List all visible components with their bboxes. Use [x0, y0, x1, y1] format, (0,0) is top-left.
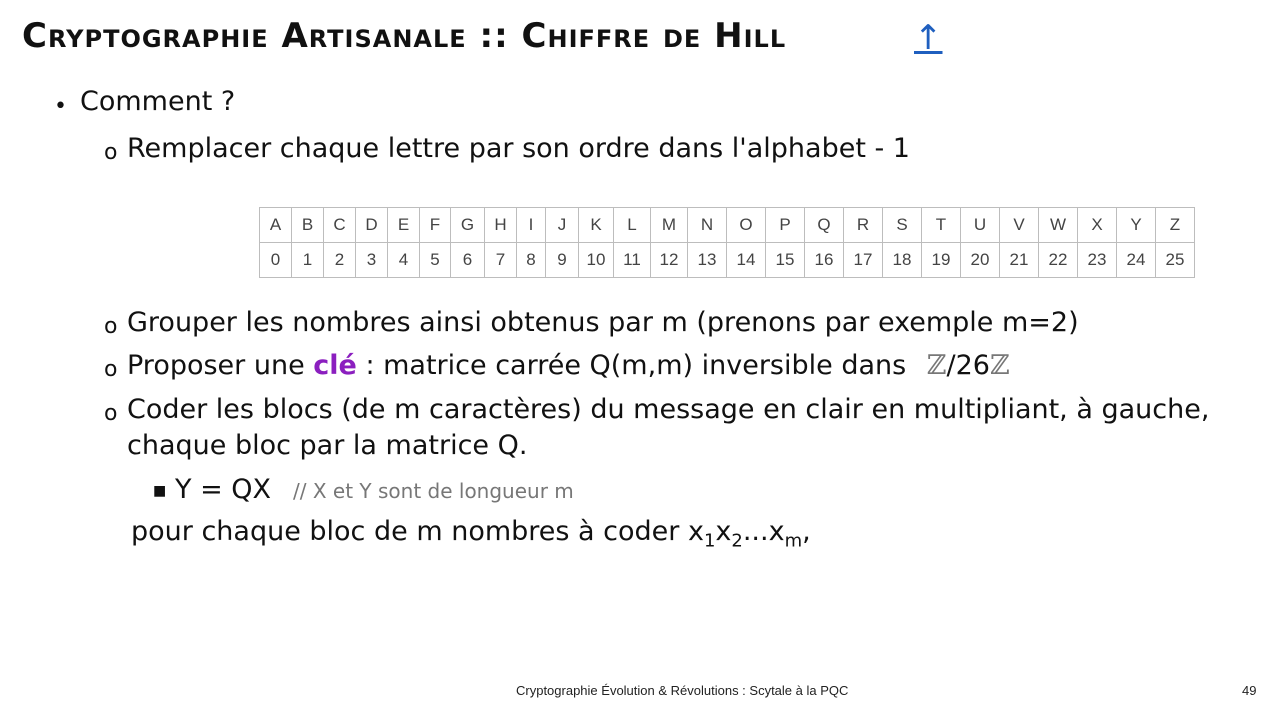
key-suffix: : matrice carrée Q(m,m) inversible dans — [356, 350, 915, 381]
number-cell: 12 — [651, 243, 688, 278]
letter-cell: E — [388, 208, 420, 243]
letter-cell: J — [546, 208, 579, 243]
sub-bullet-replace: Remplacer chaque lettre par son ordre dans l'alphabet - 1 — [127, 133, 910, 164]
letter-cell: Z — [1156, 208, 1195, 243]
letter-cell: B — [292, 208, 324, 243]
square-bullet: ■ — [153, 483, 167, 499]
x2: x — [715, 516, 732, 547]
subscript-2: 2 — [731, 530, 743, 552]
key-prefix: Proposer une — [127, 350, 314, 381]
sub-bullet-group: Grouper les nombres ainsi obtenus par m (prenons par exemple m=2) — [127, 307, 1079, 338]
number-cell: 23 — [1078, 243, 1117, 278]
integers-symbol: ℤ — [926, 350, 947, 381]
slide-title: Cryptographie Artisanale :: Chiffre de Hill — [22, 16, 787, 56]
number-cell: 10 — [579, 243, 614, 278]
o-bullet: o — [104, 314, 118, 339]
number-cell: 16 — [805, 243, 844, 278]
number-cell: 15 — [766, 243, 805, 278]
alphabet-table — [259, 207, 1195, 278]
number-cell: 1 — [292, 243, 324, 278]
letters-row — [260, 208, 1195, 243]
comma: , — [802, 516, 811, 547]
o-bullet: o — [104, 401, 118, 426]
number-cell: 25 — [1156, 243, 1195, 278]
letter-cell: U — [961, 208, 1000, 243]
block-encode-line — [131, 516, 811, 551]
block-text: pour chaque bloc de m nombres à coder x — [131, 516, 704, 547]
o-bullet: o — [104, 357, 118, 382]
dots: ...x — [742, 516, 785, 547]
sub-bullet-encode-line1: Coder les blocs (de m caractères) du message en clair en multipliant, à gauche, — [127, 394, 1210, 425]
letter-cell: L — [614, 208, 651, 243]
letter-cell: R — [844, 208, 883, 243]
letter-cell: Q — [805, 208, 844, 243]
formula-line — [175, 474, 574, 505]
number-cell: 5 — [420, 243, 451, 278]
letter-cell: F — [420, 208, 451, 243]
subscript-m: m — [784, 530, 803, 552]
letter-cell: C — [324, 208, 356, 243]
letter-cell: K — [579, 208, 614, 243]
up-arrow-icon[interactable]: ↑ — [914, 18, 943, 58]
number-cell: 18 — [883, 243, 922, 278]
number-cell: 17 — [844, 243, 883, 278]
number-cell: 20 — [961, 243, 1000, 278]
number-cell: 22 — [1039, 243, 1078, 278]
sub-bullet-encode-line2: chaque bloc par la matrice Q. — [127, 430, 528, 461]
number-cell: 8 — [517, 243, 546, 278]
letter-cell: W — [1039, 208, 1078, 243]
formula: Y = QX — [175, 474, 272, 505]
integers-symbol: ℤ — [989, 350, 1010, 381]
letter-cell: Y — [1117, 208, 1156, 243]
letter-cell: N — [688, 208, 727, 243]
letter-cell: P — [766, 208, 805, 243]
modulus-text: /26 — [946, 350, 990, 381]
letter-cell: I — [517, 208, 546, 243]
number-cell: 24 — [1117, 243, 1156, 278]
number-cell: 2 — [324, 243, 356, 278]
number-cell: 13 — [688, 243, 727, 278]
number-cell: 0 — [260, 243, 292, 278]
bullet-dot: • — [54, 94, 67, 119]
number-cell: 21 — [1000, 243, 1039, 278]
page-number: 49 — [1242, 683, 1257, 698]
key-word: clé — [313, 350, 357, 381]
letter-cell: H — [485, 208, 517, 243]
letter-cell: M — [651, 208, 688, 243]
number-cell: 9 — [546, 243, 579, 278]
numbers-row — [260, 243, 1195, 278]
o-bullet: o — [104, 140, 118, 165]
bullet-comment: Comment ? — [80, 86, 236, 117]
letter-cell: O — [727, 208, 766, 243]
sub-bullet-key — [127, 350, 1010, 381]
footer-text: Cryptographie Évolution & Révolutions : Scytale à la PQC — [516, 683, 849, 698]
letter-cell: G — [451, 208, 485, 243]
letter-cell: X — [1078, 208, 1117, 243]
letter-cell: T — [922, 208, 961, 243]
letter-cell: A — [260, 208, 292, 243]
letter-cell: S — [883, 208, 922, 243]
formula-comment: // X et Y sont de longueur m — [293, 479, 574, 503]
number-cell: 4 — [388, 243, 420, 278]
number-cell: 6 — [451, 243, 485, 278]
letter-cell: V — [1000, 208, 1039, 243]
number-cell: 11 — [614, 243, 651, 278]
letter-cell: D — [356, 208, 388, 243]
number-cell: 14 — [727, 243, 766, 278]
number-cell: 19 — [922, 243, 961, 278]
number-cell: 3 — [356, 243, 388, 278]
subscript-1: 1 — [703, 530, 716, 552]
number-cell: 7 — [485, 243, 517, 278]
